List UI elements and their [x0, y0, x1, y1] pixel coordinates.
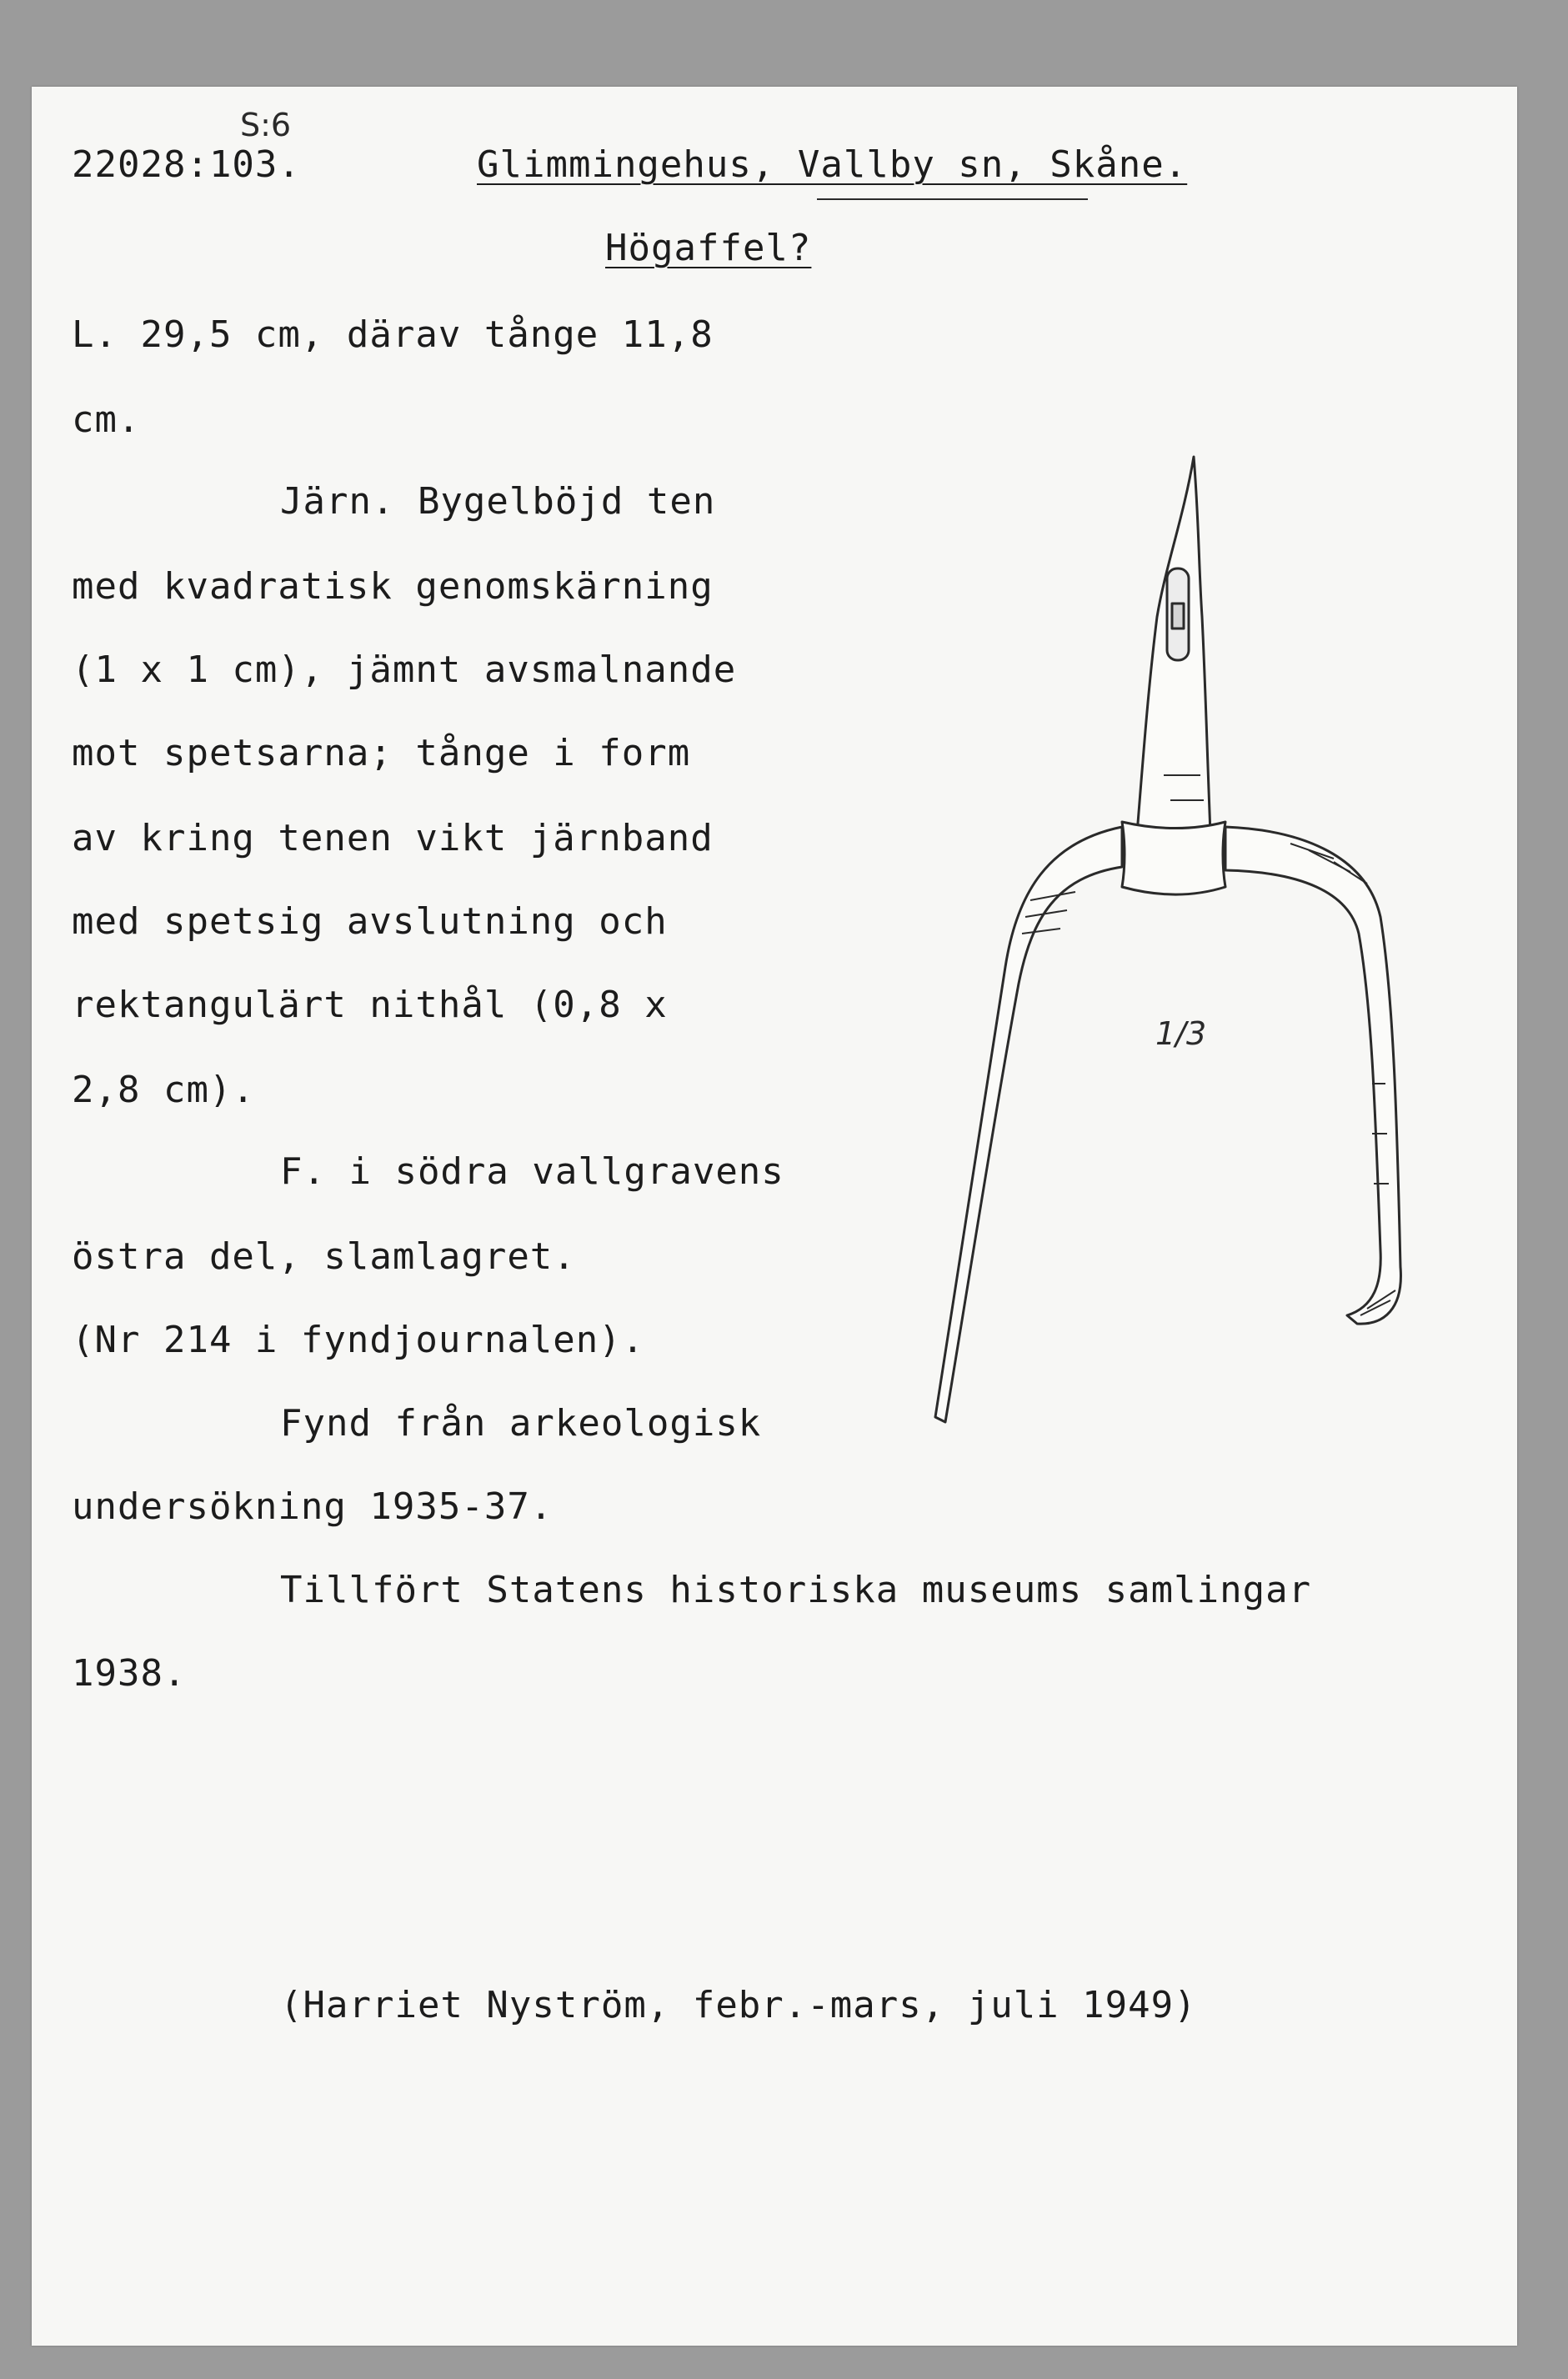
text-line-17: 1938. — [72, 1652, 187, 1695]
text-line-10: 2,8 cm). — [72, 1069, 255, 1111]
text-line-13: (Nr 214 i fyndjournalen). — [72, 1319, 645, 1361]
text-line-8: med spetsig avslutning och — [72, 900, 668, 943]
author-line: (Harriet Nyström, febr.-mars, juli 1949) — [280, 1984, 1197, 2026]
handwritten-mark: S:6 — [240, 107, 292, 143]
text-line-4: med kvadratisk genomskärning — [72, 565, 714, 608]
text-line-15: undersökning 1935-37. — [72, 1485, 554, 1528]
location-heading: Glimmingehus, Vallby sn, Skåne. — [477, 143, 1188, 186]
text-line-9: rektangulärt nithål (0,8 x — [72, 984, 668, 1026]
text-line-3: Järn. Bygelböjd ten — [280, 480, 716, 523]
text-line-1: L. 29,5 cm, därav tånge 11,8 — [72, 313, 714, 356]
text-line-11: F. i södra vallgravens — [280, 1150, 784, 1193]
text-line-7: av kring tenen vikt järnband — [72, 817, 714, 859]
text-line-14: Fynd från arkeologisk — [280, 1402, 762, 1445]
text-line-5: (1 x 1 cm), jämnt avsmalnande — [72, 649, 737, 691]
catalog-number: 22028:103. — [72, 143, 301, 186]
scale-note: 1/3 — [1155, 1015, 1207, 1052]
text-line-16: Tillfört Statens historiska museums samlingar — [280, 1569, 1312, 1611]
text-line-12: östra del, slamlagret. — [72, 1235, 576, 1278]
text-line-2: cm. — [72, 398, 141, 441]
text-line-6: mot spetsarna; tånge i form — [72, 732, 691, 774]
object-name: Högaffel? — [605, 227, 812, 269]
